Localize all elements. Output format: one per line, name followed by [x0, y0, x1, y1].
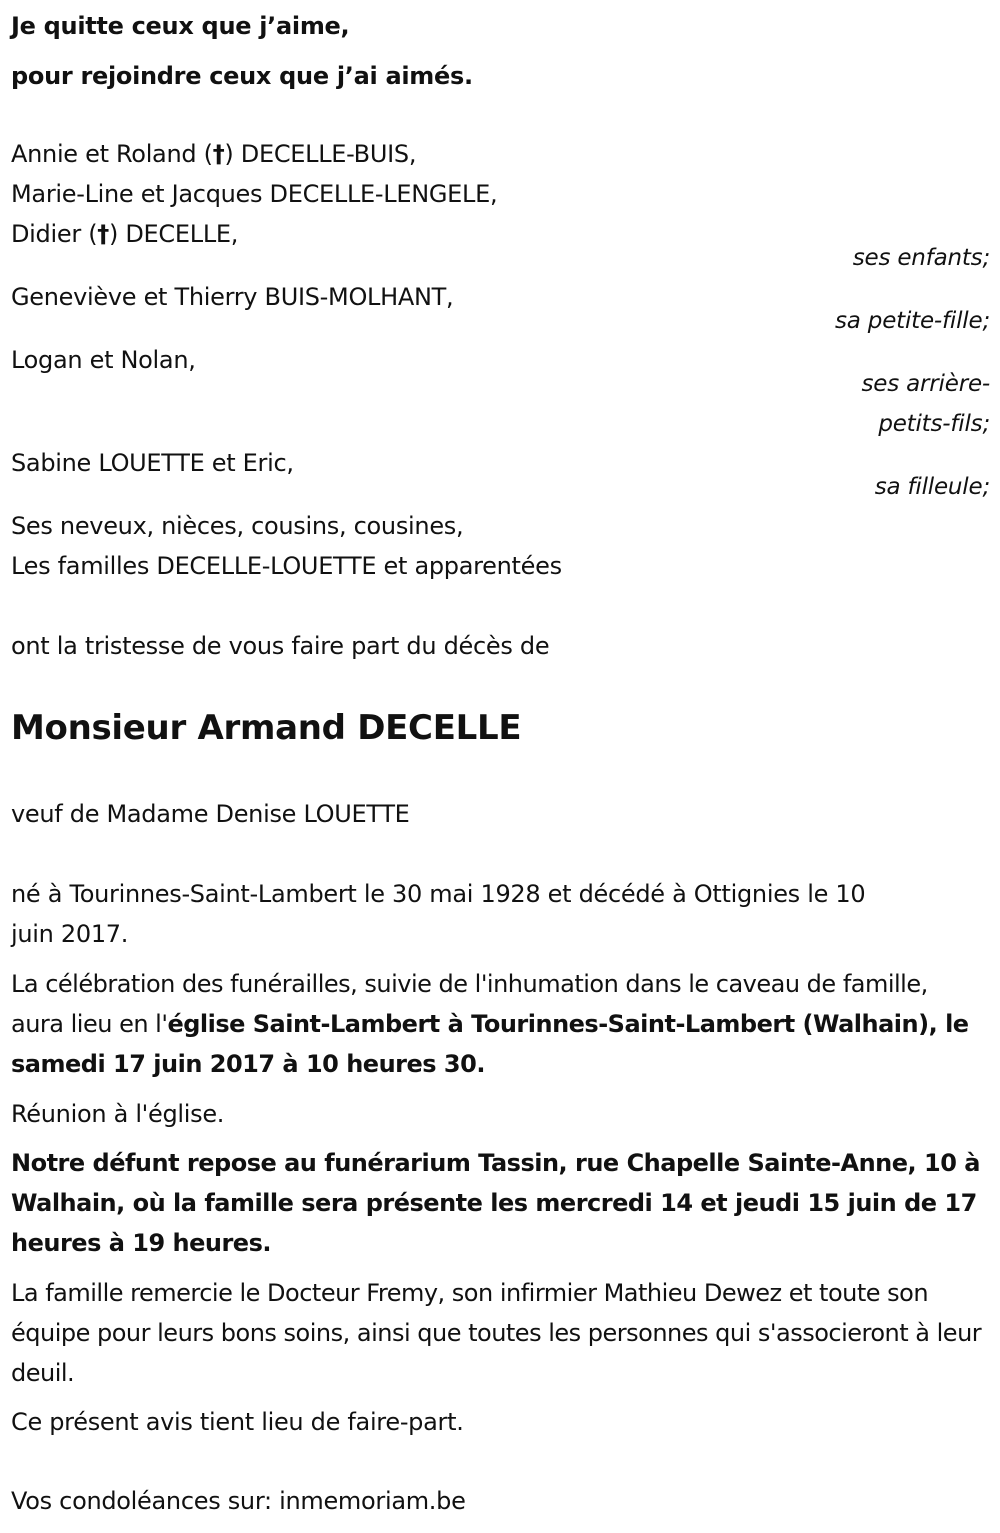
birth-death-line-1: né à Tourinnes-Saint-Lambert le 30 mai 1928 et décédé à Ottignies le 10	[11, 880, 866, 908]
funeral-details: église Saint-Lambert à Tourinnes-Saint-Lambert (Walhain), le samedi 17 juin 2017 à 10 heures 30.	[11, 1010, 969, 1078]
deceased-name: Monsieur Armand DECELLE	[11, 708, 522, 748]
epigraph-line-2: pour rejoindre ceux que j’ai aimés.	[11, 62, 473, 90]
condolences-text: Vos condoléances sur: inmemoriam.be	[11, 1487, 466, 1515]
epigraph-line-1: Je quitte ceux que j’aime,	[11, 12, 350, 40]
relation-goddaughter: sa filleule;	[874, 474, 990, 500]
relatives-line-2: Les familles DECELLE-LOUETTE et apparentées	[11, 552, 562, 580]
spouse-text: veuf de Madame Denise LOUETTE	[11, 800, 410, 828]
announcement-text: ont la tristesse de vous faire part du décès de	[11, 632, 550, 660]
visitation-paragraph: Notre défunt repose au funérarium Tassin, rue Chapelle Sainte-Anne, 10 à Walhain, où la famille sera présente les mercredi 14 et jeudi 15 juin de 17 heures à 19 heures.	[11, 1149, 980, 1257]
thanks-paragraph: La famille remercie le Docteur Fremy, son infirmier Mathieu Dewez et toute son équipe pour leurs bons soins, ainsi que toutes les personnes qui s'associeront à leur deuil.	[11, 1279, 982, 1387]
relation-granddaughter: sa petite-fille;	[835, 308, 990, 334]
birth-death-line-2: juin 2017.	[11, 920, 129, 948]
goddaughter-entry: Sabine LOUETTE et Eric,	[11, 449, 294, 477]
great-grandsons-entry: Logan et Nolan,	[11, 346, 196, 374]
notice-text: Ce présent avis tient lieu de faire-part.	[11, 1408, 464, 1436]
granddaughter-entry: Geneviève et Thierry BUIS-MOLHANT,	[11, 283, 454, 311]
relation-great-grandsons-2: petits-fils;	[878, 411, 990, 437]
relation-great-grandsons-1: ses arrière-	[861, 371, 990, 397]
child-entry: Annie et Roland (†) DECELLE-BUIS,	[11, 140, 417, 168]
relatives-line-1: Ses neveux, nièces, cousins, cousines,	[11, 512, 464, 540]
cross-icon: †	[212, 140, 225, 168]
reunion-text: Réunion à l'église.	[11, 1100, 225, 1128]
child-entry: Didier (†) DECELLE,	[11, 220, 239, 248]
relation-children: ses enfants;	[852, 245, 990, 271]
funeral-paragraph: La célébration des funérailles, suivie de l'inhumation dans le caveau de famille, aura lieu en l'église Saint-Lambert à Tourinnes-Saint-Lambert (Walhain), le samedi 17 juin 2017 à 10 heures 30.	[11, 970, 969, 1078]
cross-icon: †	[97, 220, 109, 248]
child-entry: Marie-Line et Jacques DECELLE-LENGELE,	[11, 180, 498, 208]
